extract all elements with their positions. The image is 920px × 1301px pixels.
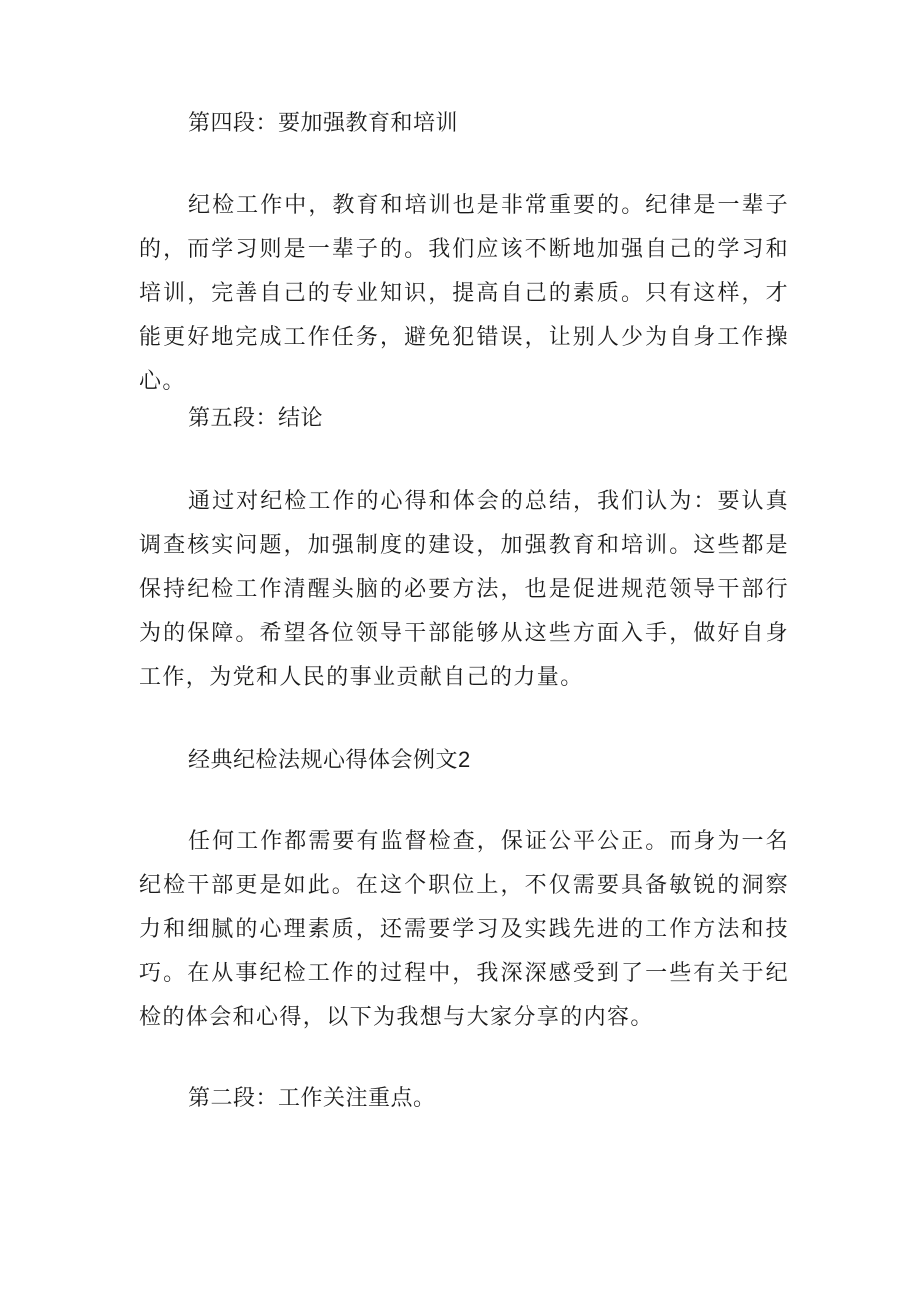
article-2-intro-paragraph: 任何工作都需要有监督检查，保证公平公正。而身为一名纪检干部更是如此。在这个职位上，不仅需要具备敏锐的洞察力和细腻的心理素质，还需要学习及实践先进的工作方法和技巧。在从事纪检工作的过程中，我深深感受到了一些有关于纪检的体会和心得，以下为我想与大家分享的内容。	[139, 829, 789, 1030]
section-5-heading: 第五段：结论	[188, 406, 324, 431]
section-4-heading: 第四段：要加强教育和培训	[188, 111, 459, 136]
article-2-title-text: 经典纪检法规心得体会例文	[188, 748, 459, 773]
section-5-paragraph: 通过对纪检工作的心得和体会的总结，我们认为：要认真调查核实问题，加强制度的建设，加强教育和培训。这些都是保持纪检工作清醒头脑的必要方法，也是促进规范领导干部行为的保障。希望各位领导干部能够从这些方面入手，做好自身工作，为党和人民的事业贡献自己的力量。	[139, 489, 789, 690]
section-4-paragraph: 纪检工作中，教育和培训也是非常重要的。纪律是一辈子的，而学习则是一辈子的。我们应该不断地加强自己的学习和培训，完善自己的专业知识，提高自己的素质。只有这样，才能更好地完成工作任务，避免犯错误，让别人少为自身工作操心。	[139, 193, 789, 394]
article-2-title	[188, 746, 471, 775]
article-2-title-number: 2	[458, 747, 471, 772]
section-2-heading: 第二段：工作关注重点。	[188, 1086, 436, 1111]
